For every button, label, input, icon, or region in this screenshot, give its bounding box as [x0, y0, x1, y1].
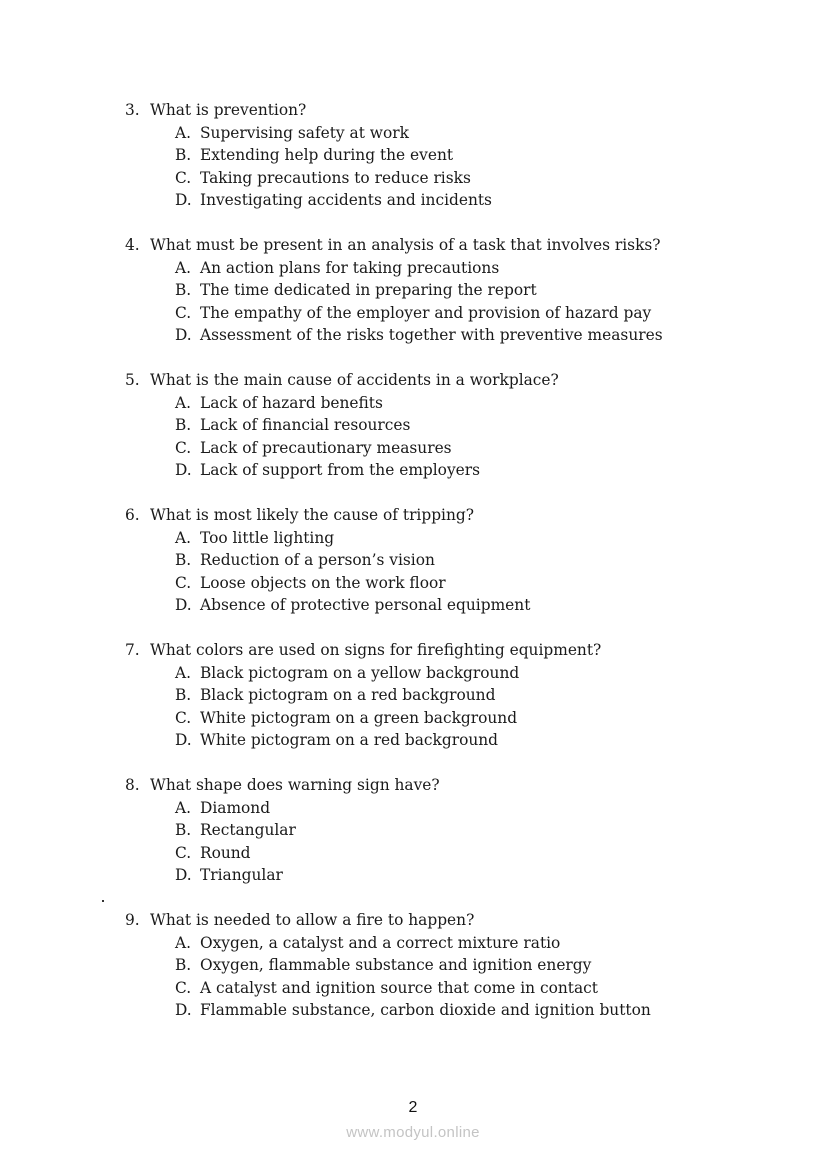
- question-number: 9.: [125, 911, 140, 929]
- option-text: White pictogram on a green background: [200, 708, 518, 727]
- option-text: Lack of precautionary measures: [200, 438, 452, 457]
- answer-option: [125, 864, 765, 887]
- answer-option: [125, 257, 765, 280]
- watermark: www.modyul.online: [346, 1124, 480, 1141]
- answer-option: [125, 414, 765, 437]
- answer-option: [125, 189, 765, 212]
- answer-option: [125, 999, 765, 1022]
- option-text: Lack of hazard benefits: [200, 393, 383, 412]
- option-letter: D.: [175, 866, 192, 884]
- question-block: [125, 234, 765, 347]
- answer-option: [125, 662, 765, 685]
- question-text: What colors are used on signs for firefighting equipment?: [150, 641, 602, 659]
- option-letter: D.: [175, 596, 192, 614]
- option-text: Loose objects on the work floor: [200, 573, 446, 592]
- answer-option: [125, 594, 765, 617]
- question-text: What is needed to allow a fire to happen?: [150, 911, 475, 929]
- option-letter: B.: [175, 281, 192, 299]
- option-text: Black pictogram on a yellow background: [200, 663, 520, 682]
- option-letter: A.: [175, 528, 192, 547]
- answer-option: [125, 324, 765, 347]
- answer-option: [125, 549, 765, 572]
- question-number: 8.: [125, 776, 140, 794]
- option-text: Investigating accidents and incidents: [200, 191, 492, 209]
- option-text: Round: [200, 843, 251, 862]
- question-stem: [125, 639, 765, 662]
- question-stem: [125, 774, 765, 797]
- answer-option: [125, 954, 765, 977]
- answer-option: [125, 144, 765, 167]
- answer-option: [125, 167, 765, 190]
- option-text: Assessment of the risks together with preventive measures: [200, 326, 663, 344]
- option-text: Reduction of a person’s vision: [200, 551, 435, 569]
- option-letter: A.: [175, 258, 192, 277]
- option-letter: A.: [175, 663, 192, 682]
- option-text: Rectangular: [200, 821, 296, 839]
- question-stem: [125, 369, 765, 392]
- question-number: 4.: [125, 236, 140, 254]
- option-letter: B.: [175, 551, 192, 569]
- answer-option: [125, 459, 765, 482]
- answer-option: [125, 279, 765, 302]
- option-letter: C.: [175, 843, 192, 862]
- option-letter: B.: [175, 686, 192, 704]
- option-text: Supervising safety at work: [200, 123, 409, 142]
- answer-option: [125, 707, 765, 730]
- question-text: What must be present in an analysis of a task that involves risks?: [150, 236, 661, 254]
- question-block: [125, 639, 765, 752]
- question-number: 7.: [125, 641, 140, 659]
- option-letter: C.: [175, 438, 192, 457]
- answer-option: [125, 392, 765, 415]
- option-letter: A.: [175, 123, 192, 142]
- question-block: [125, 369, 765, 482]
- option-letter: C.: [175, 978, 192, 997]
- question-number: 6.: [125, 506, 140, 524]
- option-text: Oxygen, a catalyst and a correct mixture ratio: [200, 933, 561, 952]
- question-text: What shape does warning sign have?: [150, 776, 440, 794]
- question-stem: [125, 234, 765, 257]
- option-letter: B.: [175, 416, 192, 434]
- question-block: [125, 99, 765, 212]
- option-text: Extending help during the event: [200, 146, 454, 164]
- stray-mark: [102, 900, 104, 902]
- option-letter: A.: [175, 798, 192, 817]
- option-letter: D.: [175, 731, 192, 749]
- option-text: Triangular: [200, 866, 283, 884]
- question-number: 5.: [125, 371, 140, 389]
- answer-option: [125, 932, 765, 955]
- option-letter: B.: [175, 821, 192, 839]
- option-letter: D.: [175, 1001, 192, 1019]
- answer-option: [125, 977, 765, 1000]
- answer-option: [125, 819, 765, 842]
- question-stem: [125, 99, 765, 122]
- option-text: Lack of financial resources: [200, 416, 411, 434]
- option-letter: D.: [175, 461, 192, 479]
- option-letter: C.: [175, 708, 192, 727]
- answer-option: [125, 527, 765, 550]
- page-number: 2: [408, 1099, 418, 1116]
- question-text: What is prevention?: [150, 101, 307, 119]
- option-text: Taking precautions to reduce risks: [200, 168, 471, 187]
- answer-option: [125, 122, 765, 145]
- question-stem: [125, 504, 765, 527]
- answer-option: [125, 437, 765, 460]
- question-block: [125, 909, 765, 1022]
- question-number: 3.: [125, 101, 140, 119]
- question-block: [125, 504, 765, 617]
- answer-option: [125, 572, 765, 595]
- option-letter: A.: [175, 393, 192, 412]
- question-block: [125, 774, 765, 887]
- option-letter: B.: [175, 956, 192, 974]
- option-text: Flammable substance, carbon dioxide and ignition button: [200, 1001, 651, 1019]
- option-text: Oxygen, flammable substance and ignition energy: [200, 956, 592, 974]
- option-letter: C.: [175, 303, 192, 322]
- option-text: A catalyst and ignition source that come in contact: [200, 978, 598, 997]
- option-letter: D.: [175, 326, 192, 344]
- question-text: What is the main cause of accidents in a workplace?: [150, 371, 559, 389]
- option-text: Lack of support from the employers: [200, 461, 481, 479]
- option-text: The empathy of the employer and provision of hazard pay: [200, 303, 652, 322]
- answer-option: [125, 684, 765, 707]
- question-stem: [125, 909, 765, 932]
- answer-option: [125, 729, 765, 752]
- option-text: Black pictogram on a red background: [200, 686, 496, 704]
- option-text: Absence of protective personal equipment: [200, 596, 531, 614]
- option-text: An action plans for taking precautions: [200, 258, 500, 277]
- option-letter: B.: [175, 146, 192, 164]
- question-text: What is most likely the cause of tripping?: [150, 506, 474, 524]
- option-text: The time dedicated in preparing the report: [200, 281, 537, 299]
- answer-option: [125, 797, 765, 820]
- answer-option: [125, 302, 765, 325]
- option-text: Too little lighting: [200, 528, 335, 547]
- option-text: White pictogram on a red background: [200, 731, 499, 749]
- option-letter: D.: [175, 191, 192, 209]
- option-letter: C.: [175, 573, 192, 592]
- option-letter: A.: [175, 933, 192, 952]
- answer-option: [125, 842, 765, 865]
- option-letter: C.: [175, 168, 192, 187]
- option-text: Diamond: [200, 798, 271, 817]
